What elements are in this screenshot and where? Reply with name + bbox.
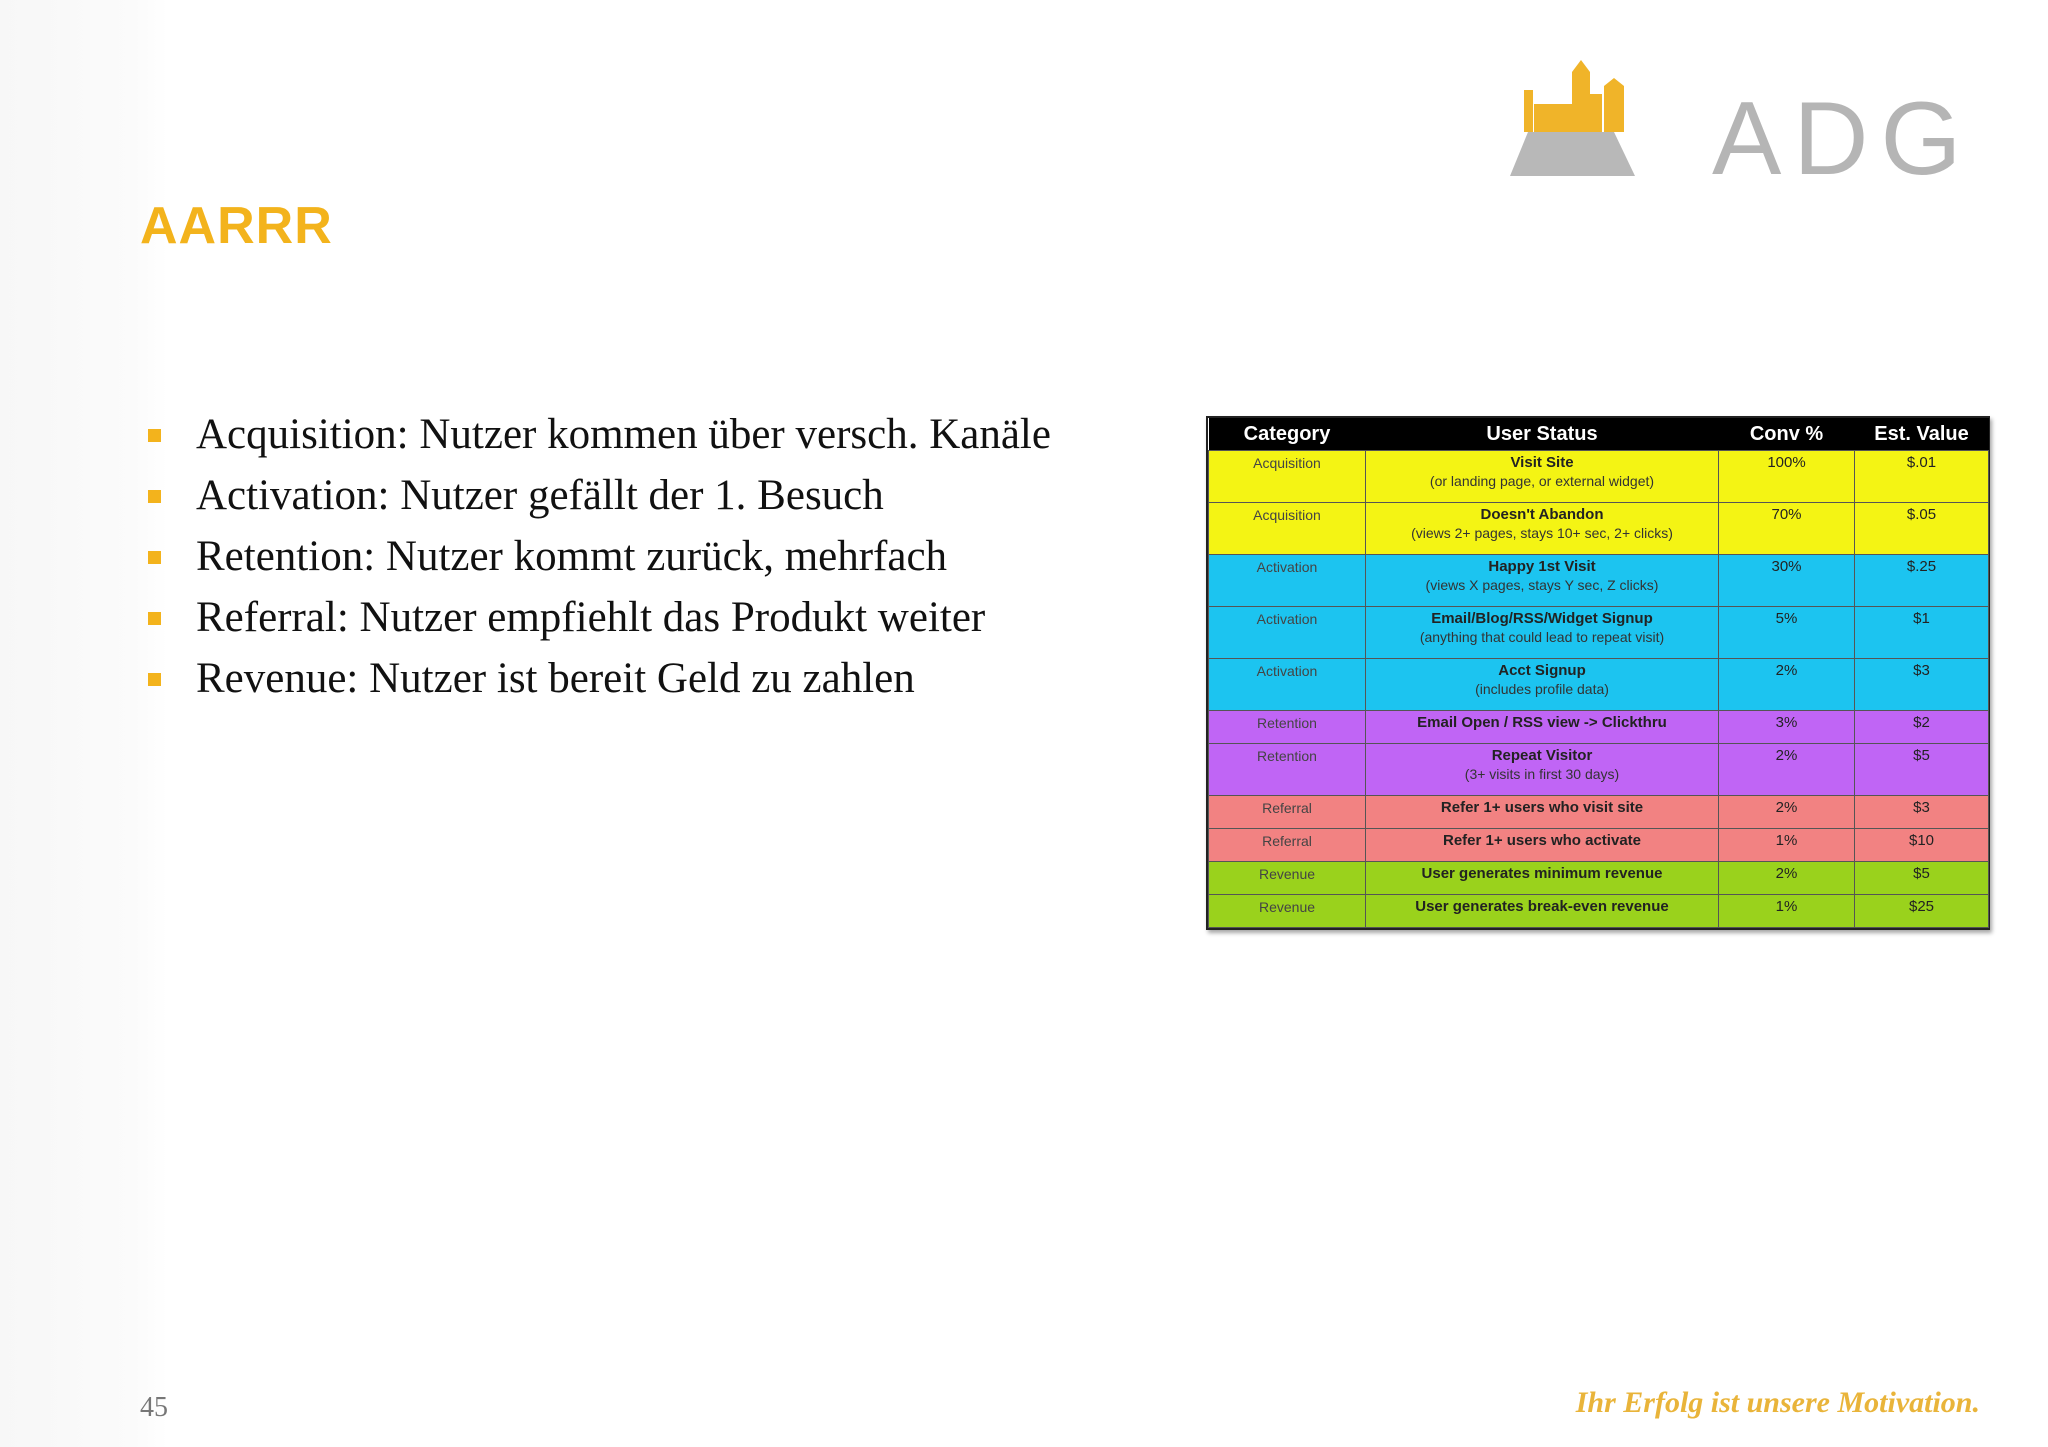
bullet-text: Activation: Nutzer gefällt der 1. Besuch: [196, 472, 884, 519]
bullet-text: Referral: Nutzer empfiehlt das Produkt weiter: [196, 594, 986, 641]
cell-conv: 70%: [1719, 503, 1855, 555]
bullet-square-icon: [148, 551, 161, 564]
logo-platform: [1510, 132, 1635, 176]
bullet-list: [140, 404, 1051, 709]
table-row: [1209, 796, 1989, 829]
cell-conv: 100%: [1719, 451, 1855, 503]
adg-logo: [1510, 48, 1980, 188]
cell-user-status: [1366, 607, 1719, 659]
cell-conv: 2%: [1719, 659, 1855, 711]
header-user-status: User Status: [1366, 418, 1719, 451]
bullet-item: [140, 465, 1051, 526]
bullet-item: [140, 526, 1051, 587]
aarrr-metrics-table: [1208, 418, 1989, 928]
cell-user-status: [1366, 829, 1719, 862]
cell-conv: 2%: [1719, 744, 1855, 796]
header-est-value: Est. Value: [1855, 418, 1989, 451]
cell-est-value: $10: [1855, 829, 1989, 862]
status-note: (3+ visits in first 30 days): [1464, 766, 1620, 782]
cell-conv: 5%: [1719, 607, 1855, 659]
status-label: Email/Blog/RSS/Widget Signup: [1431, 610, 1653, 627]
status-label: User generates break-even revenue: [1415, 898, 1669, 915]
table-header-row: [1209, 418, 1989, 451]
table-row: [1209, 895, 1989, 928]
slide-title: AARRR: [140, 197, 333, 255]
bullet-square-icon: [148, 490, 161, 503]
cell-category: Retention: [1209, 744, 1366, 796]
page-number: 45: [140, 1392, 168, 1423]
cell-user-status: [1366, 744, 1719, 796]
status-label: Refer 1+ users who visit site: [1440, 799, 1644, 816]
cell-category: Revenue: [1209, 862, 1366, 895]
status-label: Email Open / RSS view -> Clickthru: [1417, 714, 1667, 731]
table-row: [1209, 555, 1989, 607]
cell-est-value: $.25: [1855, 555, 1989, 607]
status-label: Refer 1+ users who activate: [1442, 832, 1641, 849]
cell-category: Revenue: [1209, 895, 1366, 928]
cell-est-value: $2: [1855, 711, 1989, 744]
cell-est-value: $5: [1855, 744, 1989, 796]
cell-user-status: [1366, 555, 1719, 607]
table-body: [1209, 451, 1989, 928]
cell-user-status: [1366, 796, 1719, 829]
cell-est-value: $.05: [1855, 503, 1989, 555]
table-row: [1209, 711, 1989, 744]
status-note: (views 2+ pages, stays 10+ sec, 2+ clicks): [1411, 525, 1673, 541]
table-row: [1209, 862, 1989, 895]
status-label: Happy 1st Visit: [1488, 558, 1596, 575]
cell-conv: 30%: [1719, 555, 1855, 607]
cell-user-status: [1366, 503, 1719, 555]
table-row: [1209, 607, 1989, 659]
cell-user-status: [1366, 451, 1719, 503]
table-row: [1209, 451, 1989, 503]
cell-category: Activation: [1209, 659, 1366, 711]
cell-category: Activation: [1209, 607, 1366, 659]
cell-category: Referral: [1209, 829, 1366, 862]
header-conv: Conv %: [1719, 418, 1855, 451]
cell-user-status: [1366, 895, 1719, 928]
cell-conv: 1%: [1719, 829, 1855, 862]
table-row: [1209, 744, 1989, 796]
cell-est-value: $5: [1855, 862, 1989, 895]
status-note: (views X pages, stays Y sec, Z clicks): [1425, 577, 1659, 593]
aarrr-metrics-table-image: [1206, 416, 1990, 930]
cell-category: Activation: [1209, 555, 1366, 607]
bullet-text: Retention: Nutzer kommt zurück, mehrfach: [196, 533, 948, 580]
cell-est-value: $3: [1855, 659, 1989, 711]
status-label: Doesn't Abandon: [1480, 506, 1604, 523]
logo-building-icon: [1524, 60, 1624, 132]
status-label: Repeat Visitor: [1491, 747, 1593, 764]
cell-est-value: $3: [1855, 796, 1989, 829]
cell-user-status: [1366, 711, 1719, 744]
cell-est-value: $1: [1855, 607, 1989, 659]
bullet-square-icon: [148, 429, 161, 442]
cell-category: Referral: [1209, 796, 1366, 829]
cell-est-value: $.01: [1855, 451, 1989, 503]
table-row: [1209, 659, 1989, 711]
cell-conv: 1%: [1719, 895, 1855, 928]
header-category: Category: [1209, 418, 1366, 451]
bullet-text: Acquisition: Nutzer kommen über versch. Kanäle: [196, 411, 1051, 458]
status-note: (includes profile data): [1475, 681, 1609, 697]
bullet-square-icon: [148, 612, 161, 625]
bullet-item: [140, 404, 1051, 465]
cell-category: Acquisition: [1209, 503, 1366, 555]
cell-category: Acquisition: [1209, 451, 1366, 503]
bullet-text: Revenue: Nutzer ist bereit Geld zu zahlen: [196, 655, 915, 702]
cell-est-value: $25: [1855, 895, 1989, 928]
company-tagline: Ihr Erfolg ist unsere Motivation.: [1575, 1386, 1980, 1419]
bullet-item: [140, 587, 1051, 648]
status-note: (or landing page, or external widget): [1429, 473, 1655, 489]
table-row: [1209, 503, 1989, 555]
logo-wordmark: ADG: [1712, 81, 1974, 188]
cell-category: Retention: [1209, 711, 1366, 744]
bullet-item: [140, 648, 1051, 709]
status-note: (anything that could lead to repeat visit): [1419, 629, 1665, 645]
status-label: Acct Signup: [1498, 662, 1586, 679]
status-label: Visit Site: [1510, 454, 1574, 471]
cell-conv: 2%: [1719, 862, 1855, 895]
cell-user-status: [1366, 659, 1719, 711]
cell-conv: 3%: [1719, 711, 1855, 744]
status-label: User generates minimum revenue: [1421, 865, 1663, 882]
cell-user-status: [1366, 862, 1719, 895]
bullet-square-icon: [148, 673, 161, 686]
cell-conv: 2%: [1719, 796, 1855, 829]
table-row: [1209, 829, 1989, 862]
